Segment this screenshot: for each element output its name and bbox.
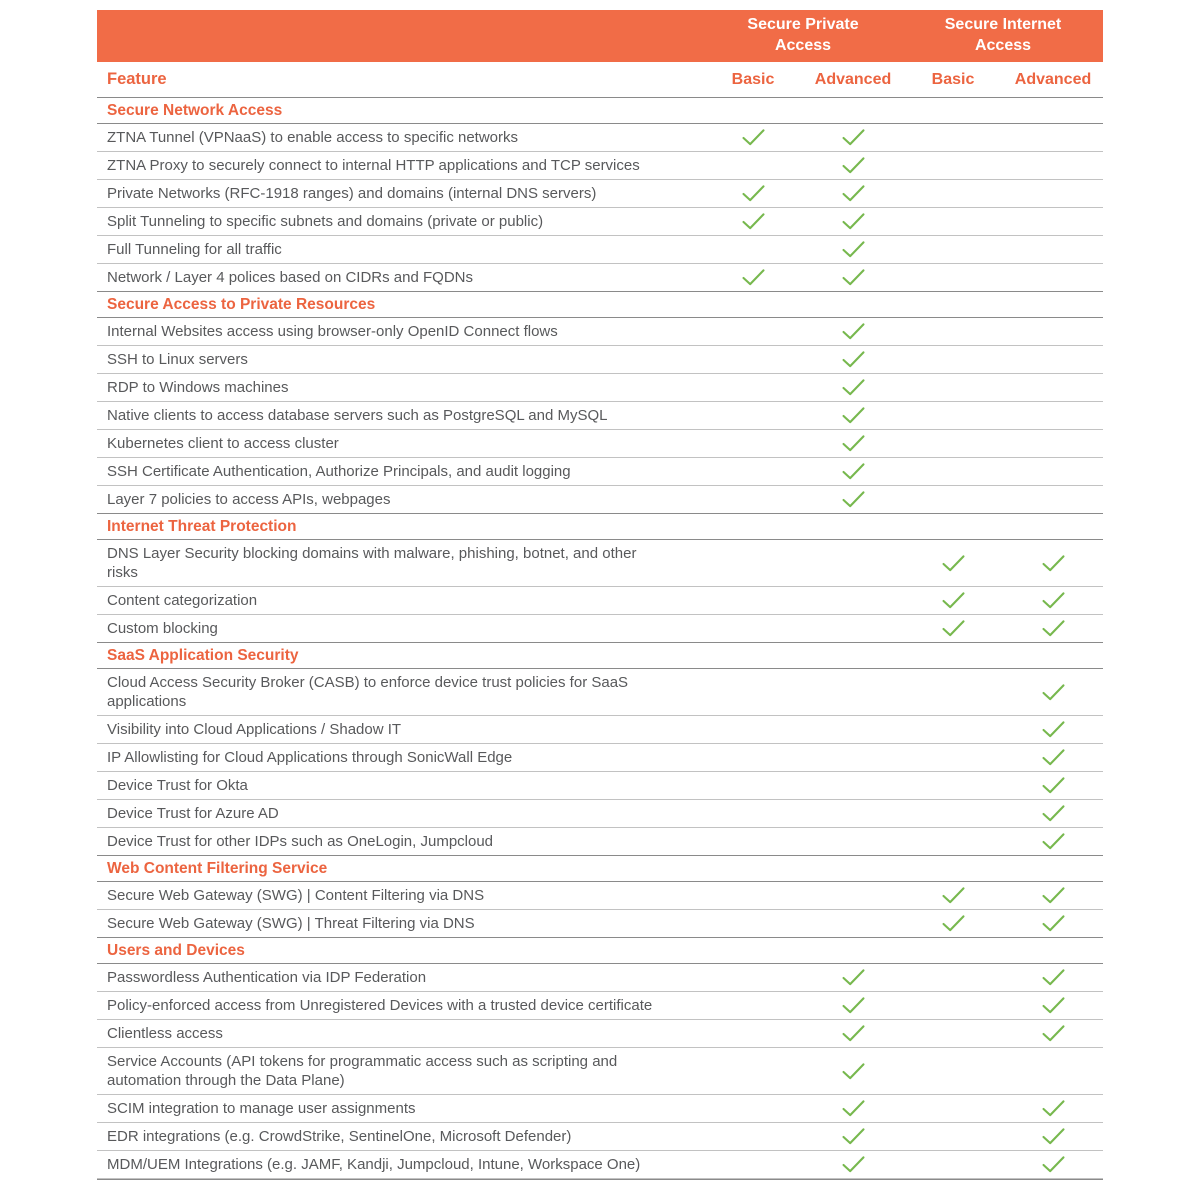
check-cell-secure-internet-access-advanced xyxy=(1003,374,1103,401)
check-cell-secure-internet-access-basic xyxy=(903,882,1003,909)
check-cell-secure-private-access-basic xyxy=(703,744,803,771)
section-row xyxy=(97,937,1103,964)
check-cell-secure-internet-access-basic xyxy=(903,1095,1003,1122)
check-cell-secure-private-access-basic xyxy=(703,152,803,179)
section-row xyxy=(97,855,1103,882)
table-row xyxy=(97,992,1103,1020)
check-cell-secure-private-access-advanced xyxy=(803,236,903,263)
check-cell-secure-internet-access-basic xyxy=(903,1048,1003,1094)
check-cell-secure-internet-access-basic xyxy=(903,318,1003,345)
check-cell-secure-private-access-advanced xyxy=(803,180,903,207)
check-cell-secure-internet-access-advanced xyxy=(1003,430,1103,457)
table-row xyxy=(97,346,1103,374)
check-icon xyxy=(1041,720,1066,739)
check-cell-secure-internet-access-advanced xyxy=(1003,180,1103,207)
check-cell-secure-private-access-advanced xyxy=(803,744,903,771)
check-icon xyxy=(841,322,866,341)
check-icon xyxy=(841,1127,866,1146)
check-cell-secure-internet-access-basic xyxy=(903,430,1003,457)
check-icon xyxy=(841,968,866,987)
feature-name: Content categorization xyxy=(107,592,258,609)
check-cell-secure-private-access-basic xyxy=(703,264,803,291)
check-cell-secure-internet-access-basic xyxy=(903,772,1003,799)
check-icon xyxy=(1041,591,1066,610)
check-cell-secure-private-access-basic xyxy=(703,540,803,586)
check-cell-secure-private-access-basic xyxy=(703,1048,803,1094)
check-cell-secure-internet-access-basic xyxy=(903,716,1003,743)
check-cell-secure-private-access-basic xyxy=(703,236,803,263)
section-title: SaaS Application Security xyxy=(107,647,299,664)
check-cell-secure-private-access-advanced xyxy=(803,964,903,991)
check-cell-secure-private-access-advanced xyxy=(803,716,903,743)
check-cell-secure-internet-access-advanced xyxy=(1003,458,1103,485)
feature-name: Private Networks (RFC-1918 ranges) and domains (internal DNS servers) xyxy=(107,185,597,202)
check-cell-secure-private-access-advanced xyxy=(803,1123,903,1150)
check-cell-secure-internet-access-basic xyxy=(903,152,1003,179)
table-row xyxy=(97,540,1103,587)
check-cell-secure-internet-access-basic xyxy=(903,1151,1003,1178)
check-cell-secure-private-access-basic xyxy=(703,992,803,1019)
check-icon xyxy=(941,554,966,573)
table-row xyxy=(97,882,1103,910)
plan-group-secure-internet-access xyxy=(903,15,1103,57)
check-cell-secure-private-access-basic xyxy=(703,615,803,642)
feature-name: Native clients to access database servers such as PostgreSQL and MySQL xyxy=(107,407,608,424)
check-cell-secure-internet-access-basic xyxy=(903,458,1003,485)
table-row xyxy=(97,486,1103,514)
section-row xyxy=(97,642,1103,669)
check-cell-secure-private-access-advanced xyxy=(803,318,903,345)
check-icon xyxy=(1041,1099,1066,1118)
check-cell-secure-private-access-basic xyxy=(703,669,803,715)
feature-name: Device Trust for other IDPs such as OneLogin, Jumpcloud xyxy=(107,833,494,850)
check-icon xyxy=(841,350,866,369)
column-header-spa-advanced: Advanced xyxy=(814,70,892,88)
feature-name: Secure Web Gateway (SWG) | Threat Filtering via DNS xyxy=(107,915,475,932)
check-cell-secure-private-access-basic xyxy=(703,180,803,207)
check-icon xyxy=(1041,619,1066,638)
section-row xyxy=(97,97,1103,124)
check-icon xyxy=(841,378,866,397)
check-cell-secure-private-access-basic xyxy=(703,374,803,401)
check-cell-secure-internet-access-advanced xyxy=(1003,800,1103,827)
check-cell-secure-private-access-basic xyxy=(703,486,803,513)
check-icon xyxy=(841,268,866,287)
check-cell-secure-private-access-advanced xyxy=(803,264,903,291)
check-cell-secure-private-access-advanced xyxy=(803,346,903,373)
check-cell-secure-internet-access-advanced xyxy=(1003,744,1103,771)
check-cell-secure-internet-access-basic xyxy=(903,236,1003,263)
table-row xyxy=(97,772,1103,800)
check-icon xyxy=(841,156,866,175)
section-title: Secure Access to Private Resources xyxy=(107,296,376,313)
check-cell-secure-internet-access-advanced xyxy=(1003,882,1103,909)
table-body xyxy=(97,97,1103,1180)
column-header-spa-basic: Basic xyxy=(731,70,775,88)
check-icon xyxy=(1041,804,1066,823)
feature-name: Device Trust for Azure AD xyxy=(107,805,279,822)
table-row xyxy=(97,402,1103,430)
check-cell-secure-internet-access-advanced xyxy=(1003,992,1103,1019)
check-cell-secure-private-access-basic xyxy=(703,1123,803,1150)
check-icon xyxy=(841,184,866,203)
feature-name: Full Tunneling for all traffic xyxy=(107,241,282,258)
check-icon xyxy=(1041,968,1066,987)
check-cell-secure-private-access-advanced xyxy=(803,669,903,715)
check-icon xyxy=(941,619,966,638)
check-cell-secure-private-access-basic xyxy=(703,124,803,151)
plan-group-label: Secure Internet Access xyxy=(944,16,1062,54)
check-cell-secure-internet-access-advanced xyxy=(1003,828,1103,855)
check-cell-secure-private-access-basic xyxy=(703,208,803,235)
check-cell-secure-internet-access-advanced xyxy=(1003,124,1103,151)
check-cell-secure-private-access-basic xyxy=(703,346,803,373)
check-cell-secure-internet-access-basic xyxy=(903,910,1003,937)
feature-name: MDM/UEM Integrations (e.g. JAMF, Kandji, Jumpcloud, Intune, Workspace One) xyxy=(107,1156,641,1173)
feature-name: ZTNA Proxy to securely connect to internal HTTP applications and TCP services xyxy=(107,157,640,174)
check-icon xyxy=(841,1155,866,1174)
check-cell-secure-private-access-basic xyxy=(703,458,803,485)
section-row xyxy=(97,291,1103,318)
check-cell-secure-internet-access-basic xyxy=(903,587,1003,614)
check-icon xyxy=(841,1099,866,1118)
column-header-sia-advanced: Advanced xyxy=(1014,70,1092,88)
check-cell-secure-private-access-basic xyxy=(703,910,803,937)
check-cell-secure-private-access-advanced xyxy=(803,1048,903,1094)
check-icon xyxy=(1041,886,1066,905)
table-row xyxy=(97,964,1103,992)
check-cell-secure-private-access-advanced xyxy=(803,615,903,642)
feature-comparison-table xyxy=(97,10,1103,1180)
check-cell-secure-private-access-advanced xyxy=(803,540,903,586)
check-cell-secure-internet-access-basic xyxy=(903,124,1003,151)
table-row xyxy=(97,910,1103,938)
check-cell-secure-private-access-advanced xyxy=(803,486,903,513)
section-title: Web Content Filtering Service xyxy=(107,860,328,877)
check-cell-secure-internet-access-basic xyxy=(903,1020,1003,1047)
feature-name: SCIM integration to manage user assignments xyxy=(107,1100,416,1117)
check-cell-secure-internet-access-advanced xyxy=(1003,910,1103,937)
check-cell-secure-internet-access-basic xyxy=(903,964,1003,991)
check-cell-secure-internet-access-basic xyxy=(903,615,1003,642)
check-cell-secure-private-access-basic xyxy=(703,1020,803,1047)
table-row xyxy=(97,669,1103,716)
check-cell-secure-internet-access-advanced xyxy=(1003,1151,1103,1178)
check-cell-secure-private-access-advanced xyxy=(803,152,903,179)
check-icon xyxy=(841,462,866,481)
check-icon xyxy=(1041,683,1066,702)
table-row xyxy=(97,236,1103,264)
check-cell-secure-private-access-basic xyxy=(703,964,803,991)
table-row xyxy=(97,1048,1103,1095)
check-cell-secure-internet-access-advanced xyxy=(1003,402,1103,429)
check-cell-secure-private-access-advanced xyxy=(803,1095,903,1122)
plan-group-secure-private-access xyxy=(703,15,903,57)
check-cell-secure-internet-access-advanced xyxy=(1003,772,1103,799)
table-row xyxy=(97,1123,1103,1151)
feature-column-header: Feature xyxy=(107,70,167,88)
check-icon xyxy=(1041,776,1066,795)
table-row xyxy=(97,374,1103,402)
feature-name: SSH Certificate Authentication, Authorize Principals, and audit logging xyxy=(107,463,571,480)
check-cell-secure-internet-access-basic xyxy=(903,374,1003,401)
feature-name: Service Accounts (API tokens for programmatic access such as scripting and automation through the Data Plane) xyxy=(107,1053,618,1089)
check-cell-secure-private-access-advanced xyxy=(803,208,903,235)
check-cell-secure-internet-access-advanced xyxy=(1003,346,1103,373)
check-cell-secure-private-access-advanced xyxy=(803,430,903,457)
feature-name: Split Tunneling to specific subnets and domains (private or public) xyxy=(107,213,544,230)
check-cell-secure-private-access-advanced xyxy=(803,1151,903,1178)
check-icon xyxy=(841,1062,866,1081)
feature-name: RDP to Windows machines xyxy=(107,379,289,396)
check-cell-secure-internet-access-basic xyxy=(903,402,1003,429)
check-cell-secure-private-access-basic xyxy=(703,800,803,827)
feature-name: EDR integrations (e.g. CrowdStrike, SentinelOne, Microsoft Defender) xyxy=(107,1128,572,1145)
check-cell-secure-internet-access-advanced xyxy=(1003,318,1103,345)
feature-name: Internal Websites access using browser-only OpenID Connect flows xyxy=(107,323,558,340)
check-icon xyxy=(1041,554,1066,573)
table-row xyxy=(97,264,1103,292)
check-cell-secure-internet-access-advanced xyxy=(1003,615,1103,642)
check-cell-secure-private-access-basic xyxy=(703,587,803,614)
check-icon xyxy=(1041,996,1066,1015)
check-cell-secure-internet-access-advanced xyxy=(1003,264,1103,291)
check-cell-secure-internet-access-advanced xyxy=(1003,1048,1103,1094)
check-cell-secure-internet-access-basic xyxy=(903,540,1003,586)
feature-name: Kubernetes client to access cluster xyxy=(107,435,339,452)
check-cell-secure-private-access-advanced xyxy=(803,458,903,485)
check-icon xyxy=(841,128,866,147)
check-cell-secure-internet-access-advanced xyxy=(1003,540,1103,586)
check-cell-secure-private-access-advanced xyxy=(803,882,903,909)
section-title: Internet Threat Protection xyxy=(107,518,297,535)
check-cell-secure-internet-access-advanced xyxy=(1003,486,1103,513)
check-icon xyxy=(841,996,866,1015)
check-cell-secure-private-access-advanced xyxy=(803,828,903,855)
check-cell-secure-internet-access-advanced xyxy=(1003,587,1103,614)
check-icon xyxy=(841,406,866,425)
check-icon xyxy=(1041,914,1066,933)
check-cell-secure-internet-access-basic xyxy=(903,180,1003,207)
check-cell-secure-private-access-basic xyxy=(703,430,803,457)
feature-name: ZTNA Tunnel (VPNaaS) to enable access to specific networks xyxy=(107,129,519,146)
check-cell-secure-private-access-basic xyxy=(703,828,803,855)
check-icon xyxy=(841,212,866,231)
table-row xyxy=(97,208,1103,236)
table-row xyxy=(97,615,1103,643)
check-icon xyxy=(1041,832,1066,851)
check-cell-secure-internet-access-basic xyxy=(903,828,1003,855)
feature-name: Layer 7 policies to access APIs, webpages xyxy=(107,491,391,508)
check-cell-secure-private-access-advanced xyxy=(803,992,903,1019)
feature-name: Custom blocking xyxy=(107,620,218,637)
check-icon xyxy=(941,591,966,610)
table-row xyxy=(97,1020,1103,1048)
section-title: Users and Devices xyxy=(107,942,245,959)
check-cell-secure-internet-access-basic xyxy=(903,486,1003,513)
check-icon xyxy=(1041,1155,1066,1174)
table-row xyxy=(97,152,1103,180)
check-cell-secure-private-access-advanced xyxy=(803,800,903,827)
feature-name: Passwordless Authentication via IDP Federation xyxy=(107,969,427,986)
check-icon xyxy=(841,490,866,509)
plan-group-banner xyxy=(97,10,1103,62)
feature-name: Clientless access xyxy=(107,1025,223,1042)
check-icon xyxy=(1041,748,1066,767)
check-cell-secure-private-access-advanced xyxy=(803,1020,903,1047)
check-cell-secure-private-access-basic xyxy=(703,716,803,743)
feature-name: Policy-enforced access from Unregistered Devices with a trusted device certificate xyxy=(107,997,653,1014)
feature-name: Cloud Access Security Broker (CASB) to enforce device trust policies for SaaS applications xyxy=(107,674,629,710)
check-icon xyxy=(741,184,766,203)
check-cell-secure-private-access-advanced xyxy=(803,910,903,937)
table-row xyxy=(97,458,1103,486)
table-row xyxy=(97,318,1103,346)
check-cell-secure-private-access-basic xyxy=(703,882,803,909)
check-cell-secure-private-access-basic xyxy=(703,1151,803,1178)
check-cell-secure-internet-access-advanced xyxy=(1003,964,1103,991)
table-row xyxy=(97,716,1103,744)
check-cell-secure-private-access-basic xyxy=(703,318,803,345)
check-cell-secure-internet-access-advanced xyxy=(1003,1020,1103,1047)
feature-name: Visibility into Cloud Applications / Shadow IT xyxy=(107,721,402,738)
check-cell-secure-private-access-advanced xyxy=(803,772,903,799)
table-row xyxy=(97,744,1103,772)
check-cell-secure-internet-access-basic xyxy=(903,1123,1003,1150)
check-icon xyxy=(741,268,766,287)
check-icon xyxy=(741,128,766,147)
feature-name: DNS Layer Security blocking domains with malware, phishing, botnet, and other risks xyxy=(107,545,637,581)
check-cell-secure-internet-access-advanced xyxy=(1003,208,1103,235)
check-icon xyxy=(841,434,866,453)
check-cell-secure-private-access-advanced xyxy=(803,587,903,614)
check-cell-secure-internet-access-basic xyxy=(903,800,1003,827)
check-cell-secure-private-access-basic xyxy=(703,772,803,799)
table-row xyxy=(97,828,1103,856)
table-row xyxy=(97,1095,1103,1123)
check-cell-secure-private-access-basic xyxy=(703,1095,803,1122)
check-cell-secure-internet-access-basic xyxy=(903,992,1003,1019)
check-cell-secure-private-access-basic xyxy=(703,402,803,429)
check-cell-secure-private-access-advanced xyxy=(803,124,903,151)
table-row xyxy=(97,1151,1103,1179)
column-header-row xyxy=(97,62,1103,98)
feature-name: Device Trust for Okta xyxy=(107,777,248,794)
check-cell-secure-internet-access-advanced xyxy=(1003,669,1103,715)
feature-name: Secure Web Gateway (SWG) | Content Filtering via DNS xyxy=(107,887,485,904)
check-cell-secure-internet-access-advanced xyxy=(1003,236,1103,263)
check-icon xyxy=(941,914,966,933)
check-cell-secure-internet-access-advanced xyxy=(1003,716,1103,743)
check-cell-secure-internet-access-advanced xyxy=(1003,1123,1103,1150)
check-cell-secure-internet-access-basic xyxy=(903,346,1003,373)
check-icon xyxy=(941,886,966,905)
table-row xyxy=(97,124,1103,152)
feature-name: SSH to Linux servers xyxy=(107,351,248,368)
check-cell-secure-internet-access-basic xyxy=(903,208,1003,235)
column-header-sia-basic: Basic xyxy=(931,70,975,88)
section-row xyxy=(97,513,1103,540)
table-row xyxy=(97,800,1103,828)
check-cell-secure-internet-access-basic xyxy=(903,744,1003,771)
table-row xyxy=(97,180,1103,208)
table-row xyxy=(97,430,1103,458)
feature-name: Network / Layer 4 polices based on CIDRs and FQDNs xyxy=(107,269,473,286)
plan-group-label: Secure Private Access xyxy=(747,16,859,54)
check-cell-secure-private-access-advanced xyxy=(803,402,903,429)
section-title: Secure Network Access xyxy=(107,102,283,119)
check-cell-secure-internet-access-advanced xyxy=(1003,1095,1103,1122)
check-icon xyxy=(741,212,766,231)
table-row xyxy=(97,587,1103,615)
check-icon xyxy=(841,1024,866,1043)
check-icon xyxy=(1041,1024,1066,1043)
check-cell-secure-internet-access-basic xyxy=(903,669,1003,715)
check-cell-secure-internet-access-advanced xyxy=(1003,152,1103,179)
check-cell-secure-internet-access-basic xyxy=(903,264,1003,291)
check-icon xyxy=(841,240,866,259)
feature-name: IP Allowlisting for Cloud Applications through SonicWall Edge xyxy=(107,749,513,766)
check-cell-secure-private-access-advanced xyxy=(803,374,903,401)
check-icon xyxy=(1041,1127,1066,1146)
